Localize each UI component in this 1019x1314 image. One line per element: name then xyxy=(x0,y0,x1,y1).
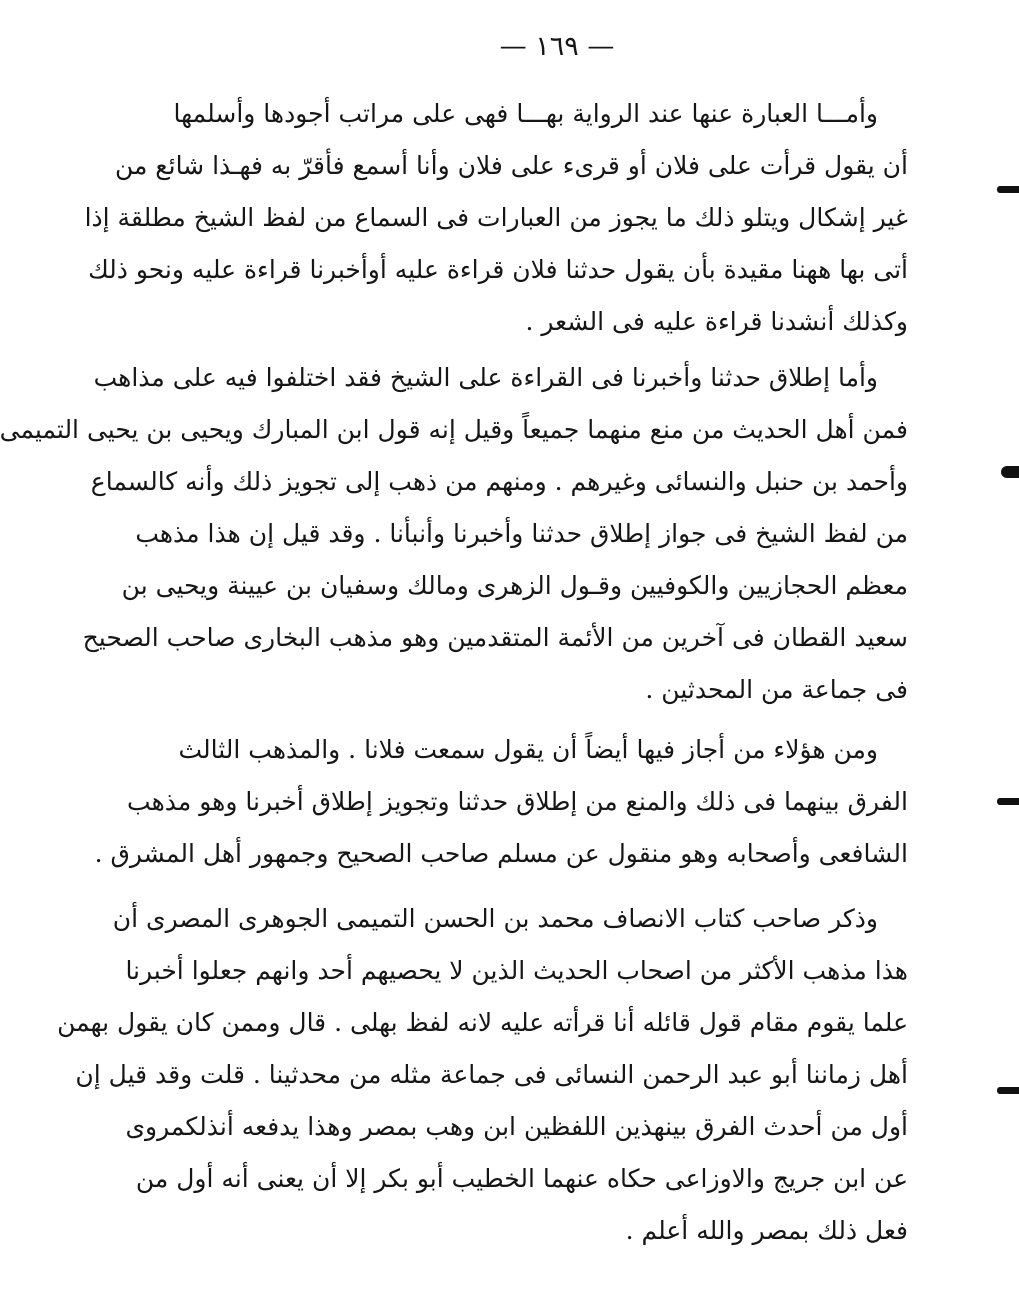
text-line: الفرق بينهما فى ذلك والمنع من إطلاق حدثنا وتجويز إطلاق أخبرنا وهو مذهب xyxy=(127,787,908,816)
text-line: عن ابن جريج والاوزاعى حكاه عنهما الخطيب أبو بكر إلا أن يعنى أنه أول من xyxy=(135,1164,908,1193)
text-line: وأما إطلاق حدثنا وأخبرنا فى القراءة على الشيخ فقد اختلفوا فيه على مذاهب xyxy=(93,363,878,392)
text-line: سعيد القطان فى آخرين من الأئمة المتقدمين وهو مذهب البخارى صاحب الصحيح xyxy=(82,623,908,652)
text-line: وأحمد بن حنبل والنسائى وغيرهم . ومنهم من ذهب إلى تجويز ذلك وأنه كالسماع xyxy=(90,467,908,496)
margin-mark xyxy=(997,798,1019,805)
text-line: أتى بها ههنا مقيدة بأن يقول حدثنا فلان قراءة عليه أوأخبرنا قراءة عليه ونحو ذلك xyxy=(88,255,908,284)
text-line: فعل ذلك بمصر والله أعلم . xyxy=(625,1216,908,1245)
text-line: وأمـــا العبارة عنها عند الرواية بهـــا فهى على مراتب أجودها وأسلمها xyxy=(173,99,878,128)
text-line: أهل زماننا أبو عبد الرحمن النسائى فى جماعة مثله من محدثينا . قلت وقد قيل إن xyxy=(75,1060,908,1089)
text-line: معظم الحجازيين والكوفيين وقـول الزهرى ومالك وسفيان بن عيينة ويحيى بن xyxy=(121,571,908,600)
paragraph-2 xyxy=(0,352,908,716)
text-line: ومن هؤلاء من أجاز فيها أيضاً أن يقول سمعت فلانا . والمذهب الثالث xyxy=(178,735,878,764)
text-line: من لفظ الشيخ فى جواز إطلاق حدثنا وأخبرنا وأنبأنا . وقد قيل إن هذا مذهب xyxy=(135,519,908,548)
margin-mark xyxy=(997,1087,1019,1094)
paragraph-3 xyxy=(94,724,908,880)
text-line: أن يقول قرأت على فلان أو قرىء على فلان وأنا أسمع فأقرّ به فهـذا شائع من xyxy=(114,151,908,180)
margin-mark xyxy=(1001,466,1019,478)
text-line: فى جماعة من المحدثين . xyxy=(645,675,908,704)
paragraph-1 xyxy=(84,88,908,348)
text-line: هذا مذهب الأكثر من اصحاب الحديث الذين لا يحصيهم أحد وانهم جعلوا أخبرنا xyxy=(125,956,908,985)
text-line: الشافعى وأصحابه وهو منقول عن مسلم صاحب الصحيح وجمهور أهل المشرق . xyxy=(94,839,908,868)
page-number: — ١٦٩ — xyxy=(499,31,615,62)
text-line: أول من أحدث الفرق بينهذين اللفظين ابن وهب بمصر وهذا يدفعه أنذلكمروى xyxy=(125,1112,908,1141)
paragraph-4 xyxy=(57,893,908,1257)
text-line: وذكر صاحب كتاب الانصاف محمد بن الحسن التميمى الجوهرى المصرى أن xyxy=(112,904,878,933)
text-line: وكذلك أنشدنا قراءة عليه فى الشعر . xyxy=(525,307,908,336)
text-line: غير إشكال ويتلو ذلك ما يجوز من العبارات فى السماع من لفظ الشيخ مطلقة إذا xyxy=(84,203,908,232)
text-line: فمن أهل الحديث من منع منهما جميعاً وقيل إنه قول ابن المبارك ويحيى بن يحيى التميمى xyxy=(0,415,908,444)
text-line: علما يقوم مقام قول قائله أنا قرأته عليه لانه لفظ بهلى . قال وممن كان يقول بهمن xyxy=(57,1008,908,1037)
margin-mark xyxy=(997,186,1019,193)
